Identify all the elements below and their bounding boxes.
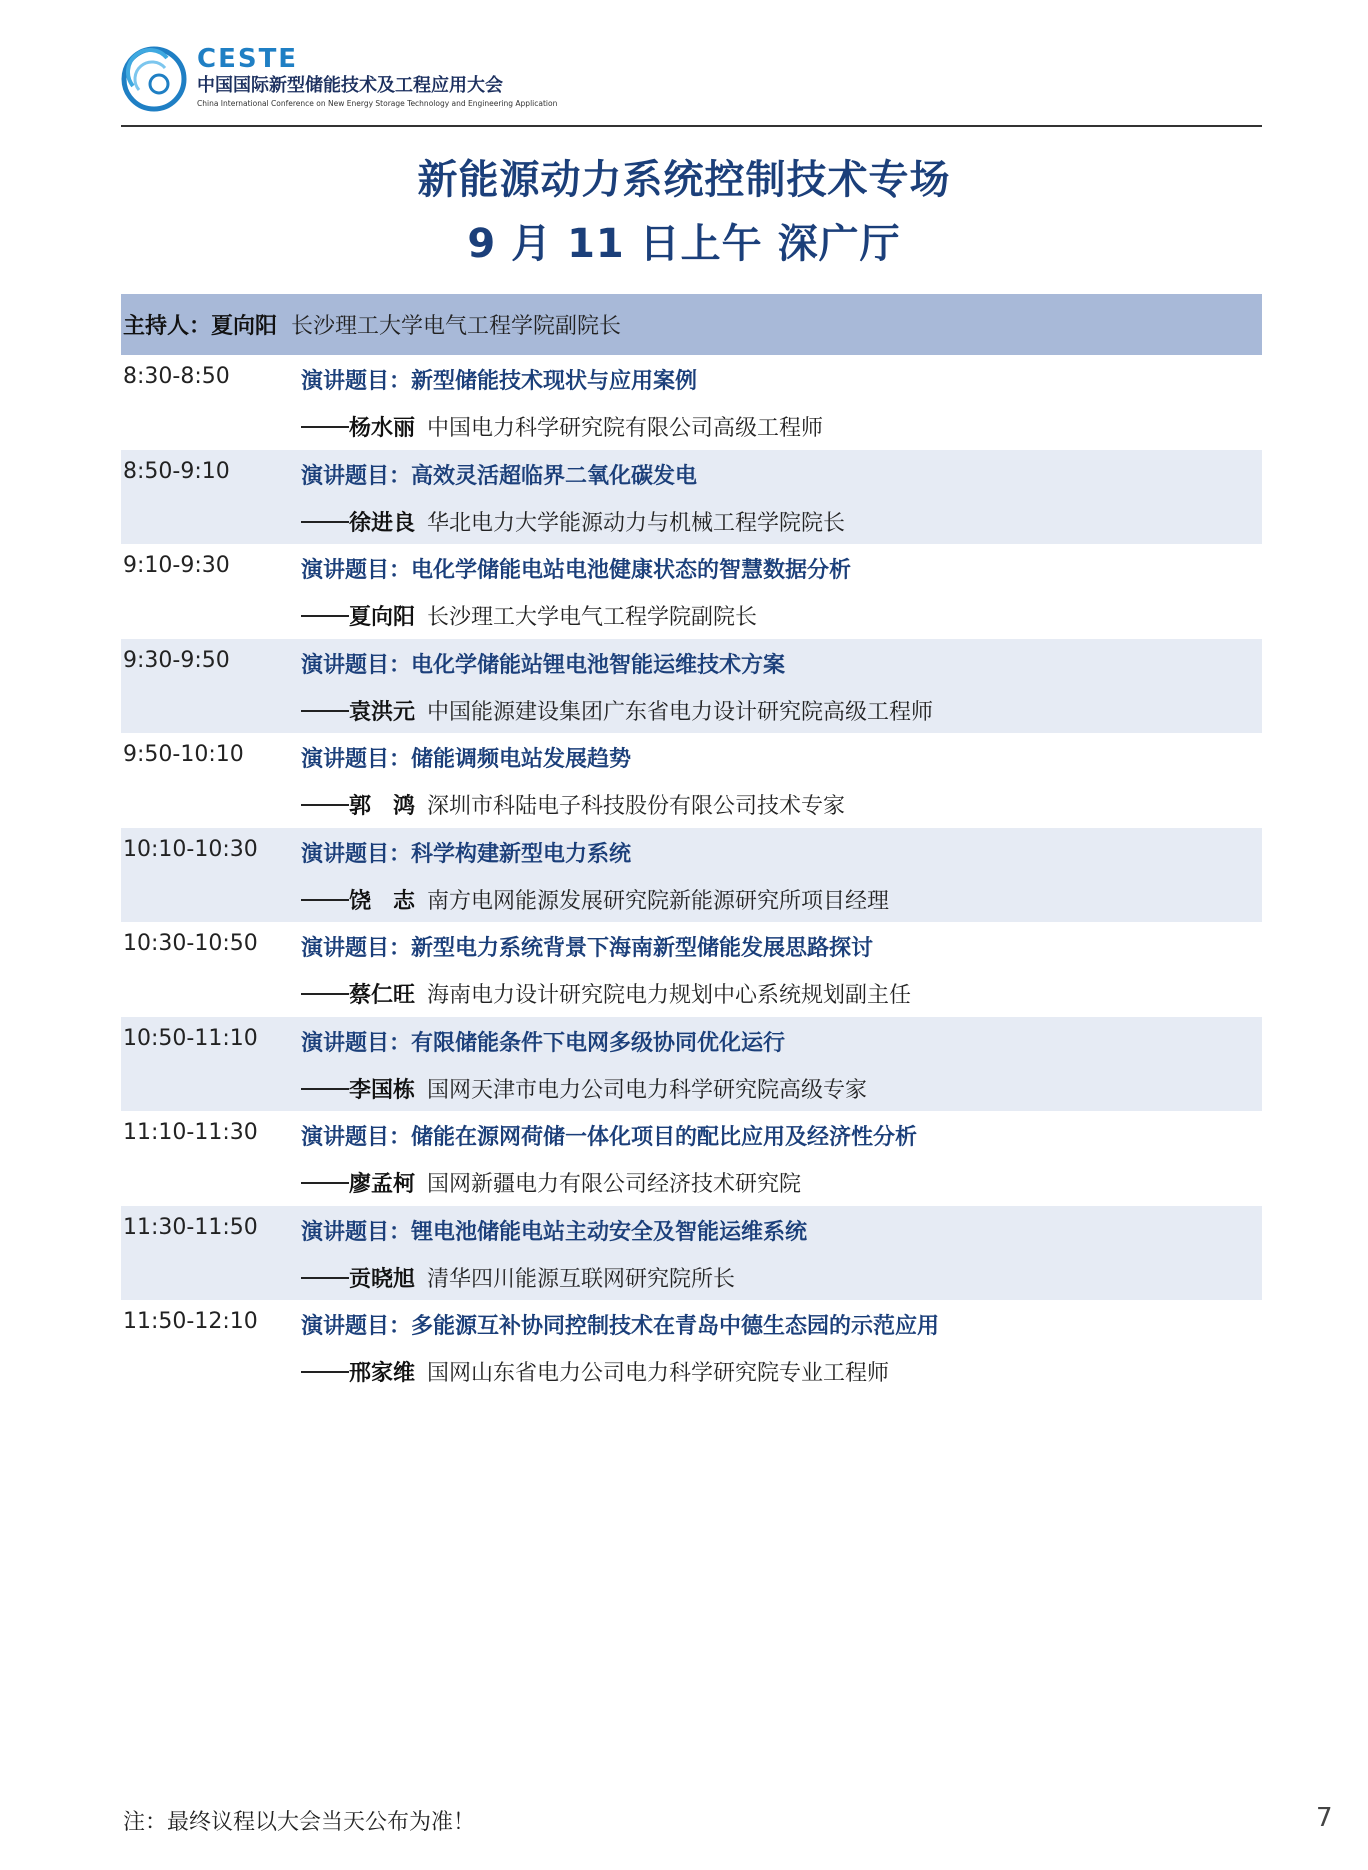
agenda-speaker-line: [301, 884, 889, 915]
agenda-row: [121, 355, 1262, 450]
host-title: 长沙理工大学电气工程学院副院长: [291, 314, 622, 339]
agenda-row: [121, 733, 1262, 828]
agenda-speaker-line: [301, 1073, 867, 1104]
agenda-topic: 演讲题目：多能源互补协同控制技术在青岛中德生态园的示范应用: [301, 1314, 940, 1339]
agenda-topic: 演讲题目：锂电池储能电站主动安全及智能运维系统: [301, 1219, 808, 1245]
speaker-name: 贡晓旭: [349, 1266, 416, 1292]
dash-mark: [301, 426, 349, 428]
agenda-speaker-line: [301, 789, 845, 820]
agenda-topic: 演讲题目：有限储能条件下电网多级协同优化运行: [301, 1030, 786, 1056]
agenda-topic: 演讲题目：电化学储能电站电池健康状态的智慧数据分析: [301, 558, 852, 583]
speaker-affiliation: 国网山东省电力公司电力科学研究院专业工程师: [427, 1361, 890, 1386]
agenda-speaker-line: [301, 1262, 735, 1293]
speaker-affiliation: 中国电力科学研究院有限公司高级工程师: [427, 416, 824, 441]
agenda-time: 11:30-11:50: [123, 1214, 258, 1240]
speaker-name: 蔡仁旺: [349, 983, 416, 1008]
logo-english-name: China International Conference on New Energy Storage Technology and Engineering Application: [197, 99, 558, 108]
speaker-affiliation: 华北电力大学能源动力与机械工程学院院长: [427, 510, 846, 536]
dash-mark: [301, 993, 349, 995]
footnote: 注：最终议程以大会当天公布为准！: [123, 1810, 476, 1835]
speaker-affiliation: 清华四川能源互联网研究院所长: [427, 1266, 736, 1292]
agenda-speaker-line: [301, 1167, 801, 1198]
dash-mark: [301, 521, 349, 523]
agenda-time: 8:30-8:50: [123, 364, 230, 389]
speaker-name: 邢家维: [349, 1361, 416, 1386]
agenda-time: 9:50-10:10: [123, 742, 244, 767]
speaker-name: 杨水丽: [349, 416, 416, 441]
agenda-row: [121, 1300, 1262, 1395]
speaker-name: 袁洪元: [349, 699, 416, 725]
speaker-affiliation: 中国能源建设集团广东省电力设计研究院高级工程师: [427, 699, 934, 725]
agenda-time: 10:50-11:10: [123, 1025, 258, 1051]
logo-chinese-name: 中国国际新型储能技术及工程应用大会: [197, 75, 503, 96]
dash-mark: [301, 1277, 349, 1279]
agenda-time: 10:10-10:30: [123, 836, 258, 862]
speaker-name: 郭 鸿: [349, 794, 416, 819]
speaker-name: 李国栋: [349, 1077, 416, 1103]
agenda-time: 9:30-9:50: [123, 647, 230, 673]
agenda-row: [121, 922, 1262, 1017]
speaker-affiliation: 深圳市科陆电子科技股份有限公司技术专家: [427, 794, 846, 819]
agenda-speaker-line: [301, 1356, 889, 1387]
agenda-row: [121, 450, 1262, 545]
agenda-time: 11:10-11:30: [123, 1120, 258, 1145]
host-name: 夏向阳: [211, 314, 278, 339]
speaker-name: 廖孟柯: [349, 1172, 416, 1197]
agenda-topic: 演讲题目：储能在源网荷储一体化项目的配比应用及经济性分析: [301, 1125, 918, 1150]
speaker-affiliation: 国网天津市电力公司电力科学研究院高级专家: [427, 1077, 868, 1103]
dash-mark: [301, 899, 349, 901]
speaker-affiliation: 长沙理工大学电气工程学院副院长: [427, 605, 758, 630]
speaker-affiliation: 海南电力设计研究院电力规划中心系统规划副主任: [427, 983, 912, 1008]
speaker-affiliation: 国网新疆电力有限公司经济技术研究院: [427, 1172, 802, 1197]
dash-mark: [301, 1182, 349, 1184]
conference-header: [121, 44, 1261, 126]
dash-mark: [301, 615, 349, 617]
agenda-topic: 演讲题目：新型储能技术现状与应用案例: [301, 369, 698, 394]
agenda-speaker-line: [301, 695, 933, 726]
agenda-time: 11:50-12:10: [123, 1309, 258, 1334]
agenda-row: [121, 828, 1262, 923]
logo-text-block: [197, 44, 557, 110]
agenda-speaker-line: [301, 600, 757, 631]
agenda-speaker-line: [301, 978, 911, 1009]
logo-abbreviation: CESTE: [197, 44, 299, 74]
agenda-list: [121, 355, 1262, 1395]
speaker-name: 徐进良: [349, 510, 416, 536]
page-number: 7: [1316, 1803, 1333, 1833]
agenda-speaker-line: [301, 506, 845, 537]
agenda-time: 10:30-10:50: [123, 931, 258, 956]
agenda-row: [121, 1206, 1262, 1301]
agenda-row: [121, 639, 1262, 734]
agenda-topic: 演讲题目：科学构建新型电力系统: [301, 841, 632, 867]
agenda-topic: 演讲题目：高效灵活超临界二氧化碳发电: [301, 463, 698, 489]
dash-mark: [301, 1088, 349, 1090]
dash-mark: [301, 804, 349, 806]
agenda-time: 8:50-9:10: [123, 458, 230, 484]
dash-mark: [301, 1371, 349, 1373]
agenda-topic: 演讲题目：电化学储能站锂电池智能运维技术方案: [301, 652, 786, 678]
dash-mark: [301, 710, 349, 712]
speaker-name: 夏向阳: [349, 605, 416, 630]
host-band: [121, 294, 1262, 355]
agenda-topic: 演讲题目：储能调频电站发展趋势: [301, 747, 632, 772]
agenda-time: 9:10-9:30: [123, 553, 230, 578]
agenda-speaker-line: [301, 411, 823, 442]
agenda-row: [121, 1111, 1262, 1206]
session-title: 新能源动力系统控制技术专场: [417, 157, 951, 203]
speaker-name: 饶 志: [349, 888, 416, 914]
agenda-topic: 演讲题目：新型电力系统背景下海南新型储能发展思路探讨: [301, 936, 874, 961]
header-divider: [121, 125, 1262, 127]
agenda-row: [121, 544, 1262, 639]
speaker-affiliation: 南方电网能源发展研究院新能源研究所项目经理: [427, 888, 890, 914]
conference-logo-icon: [121, 46, 187, 112]
host-label: 主持人：: [123, 314, 212, 339]
agenda-row: [121, 1017, 1262, 1112]
session-date-venue: 9 月 11 日上午 深广厅: [467, 221, 901, 267]
